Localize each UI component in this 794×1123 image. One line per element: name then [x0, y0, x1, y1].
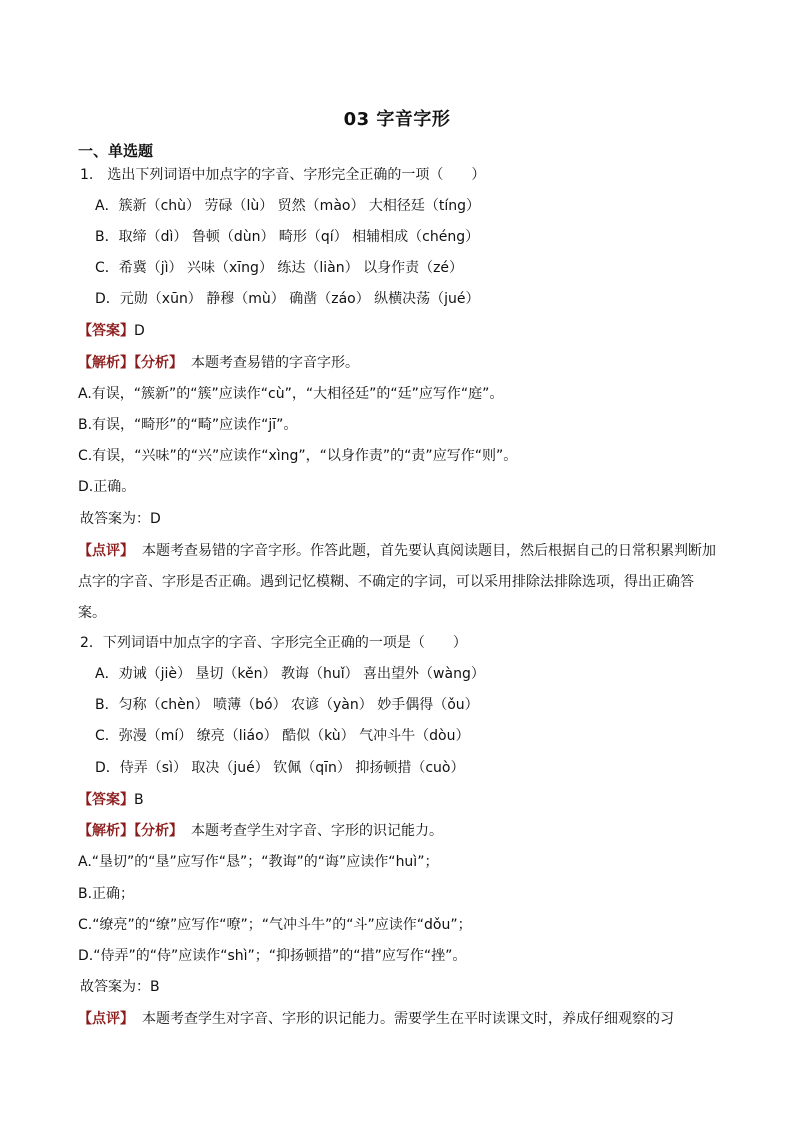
analysis-tag: 【解析】【分析】: [78, 355, 183, 371]
question-2-analysis: [78, 821, 443, 841]
page-title: 03 字音字形: [343, 109, 451, 130]
question-2-comment: [78, 1009, 674, 1029]
question-1-analysis: [78, 353, 359, 373]
question-2-solution-b: B.正确；: [78, 886, 135, 902]
analysis-text: 本题考查易错的字音字形。: [191, 355, 359, 371]
question-2-answer: [78, 790, 144, 810]
answer-value: B: [134, 792, 144, 808]
comment-text: 本题考查学生对字音、字形的识记能力。需要学生在平时读课文时，养成仔细观察的习: [142, 1011, 674, 1027]
section-title: 一、单选题: [78, 142, 154, 160]
question-1-option-b: B．取缔（dì） 鲁顿（dùn） 畸形（qí） 相辅相成（chéng）: [95, 229, 480, 245]
question-2-option-b: B．匀称（chèn） 喷薄（bó） 农谚（yàn） 妙手偶得（ǒu）: [95, 697, 479, 713]
analysis-tag: 【解析】【分析】: [78, 823, 183, 839]
question-1-final-answer: 故答案为：D: [80, 511, 161, 527]
question-1-option-a: A．簇新（chù） 劳碌（lù） 贸然（mào） 大相径廷（tíng）: [95, 198, 481, 214]
question-2-option-c: C．弥漫（mí） 缭亮（liáo） 酷似（kù） 气冲斗牛（dòu）: [95, 728, 470, 744]
question-1-solution-d: D.正确。: [78, 479, 136, 495]
comment-tag: 【点评】: [78, 543, 134, 559]
question-2-solution-a: A.“垦切”的“垦”应写作“恳”；“教诲”的“诲”应读作“huì”；: [78, 854, 439, 870]
question-2-stem: 2．下列词语中加点字的字音、字形完全正确的一项是（ ）: [80, 635, 467, 651]
question-1-stem: 1. 选出下列词语中加点字的字音、字形完全正确的一项（ ）: [80, 167, 486, 183]
question-1-option-c: C．希冀（jì） 兴味（xīng） 练达（liàn） 以身作责（zé）: [95, 260, 464, 276]
answer-value: D: [134, 323, 145, 339]
question-1-solution-c: C.有误，“兴味”的“兴”应读作“xìng”，“以身作责”的“责”应写作“则”。: [78, 448, 518, 464]
question-2-solution-c: C.“缭亮”的“缭”应写作“嘹”；“气冲斗牛”的“斗”应读作“dǒu”；: [78, 917, 472, 933]
question-2-final-answer: 故答案为：B: [80, 979, 160, 995]
question-1-solution-b: B.有误，“畸形”的“畸”应读作“jī”。: [78, 417, 298, 433]
answer-tag: 【答案】: [78, 323, 134, 339]
analysis-text: 本题考查学生对字音、字形的识记能力。: [191, 823, 443, 839]
question-1-option-d: D．元勋（xūn） 静穆（mù） 确凿（záo） 纵横决荡（jué）: [95, 291, 480, 307]
question-1-solution-a: A.有误，“簇新”的“簇”应读作“cù”，“大相径廷”的“廷”应写作“庭”。: [78, 386, 504, 402]
question-1-comment: [78, 536, 718, 629]
question-1-answer: [78, 321, 145, 341]
question-2-option-d: D．侍弄（sì） 取决（jué） 钦佩（qīn） 抑扬顿措（cuò）: [95, 760, 465, 776]
question-2-solution-d: D.“侍弄”的“侍”应读作“shì”；“抑扬顿措”的“措”应写作“挫”。: [78, 948, 467, 964]
answer-tag: 【答案】: [78, 792, 134, 808]
comment-text: 本题考查易错的字音字形。作答此题，首先要认真阅读题目，然后根据自己的日常积累判断加点字的字音、字形是否正确。遇到记忆模糊、不确定的字词，可以采用排除法排除选项，得出正确答案。: [78, 543, 716, 621]
comment-tag: 【点评】: [78, 1011, 134, 1027]
question-2-option-a: A．劝诫（jiè） 垦切（kěn） 教诲（huǐ） 喜出望外（wàng）: [95, 666, 485, 682]
